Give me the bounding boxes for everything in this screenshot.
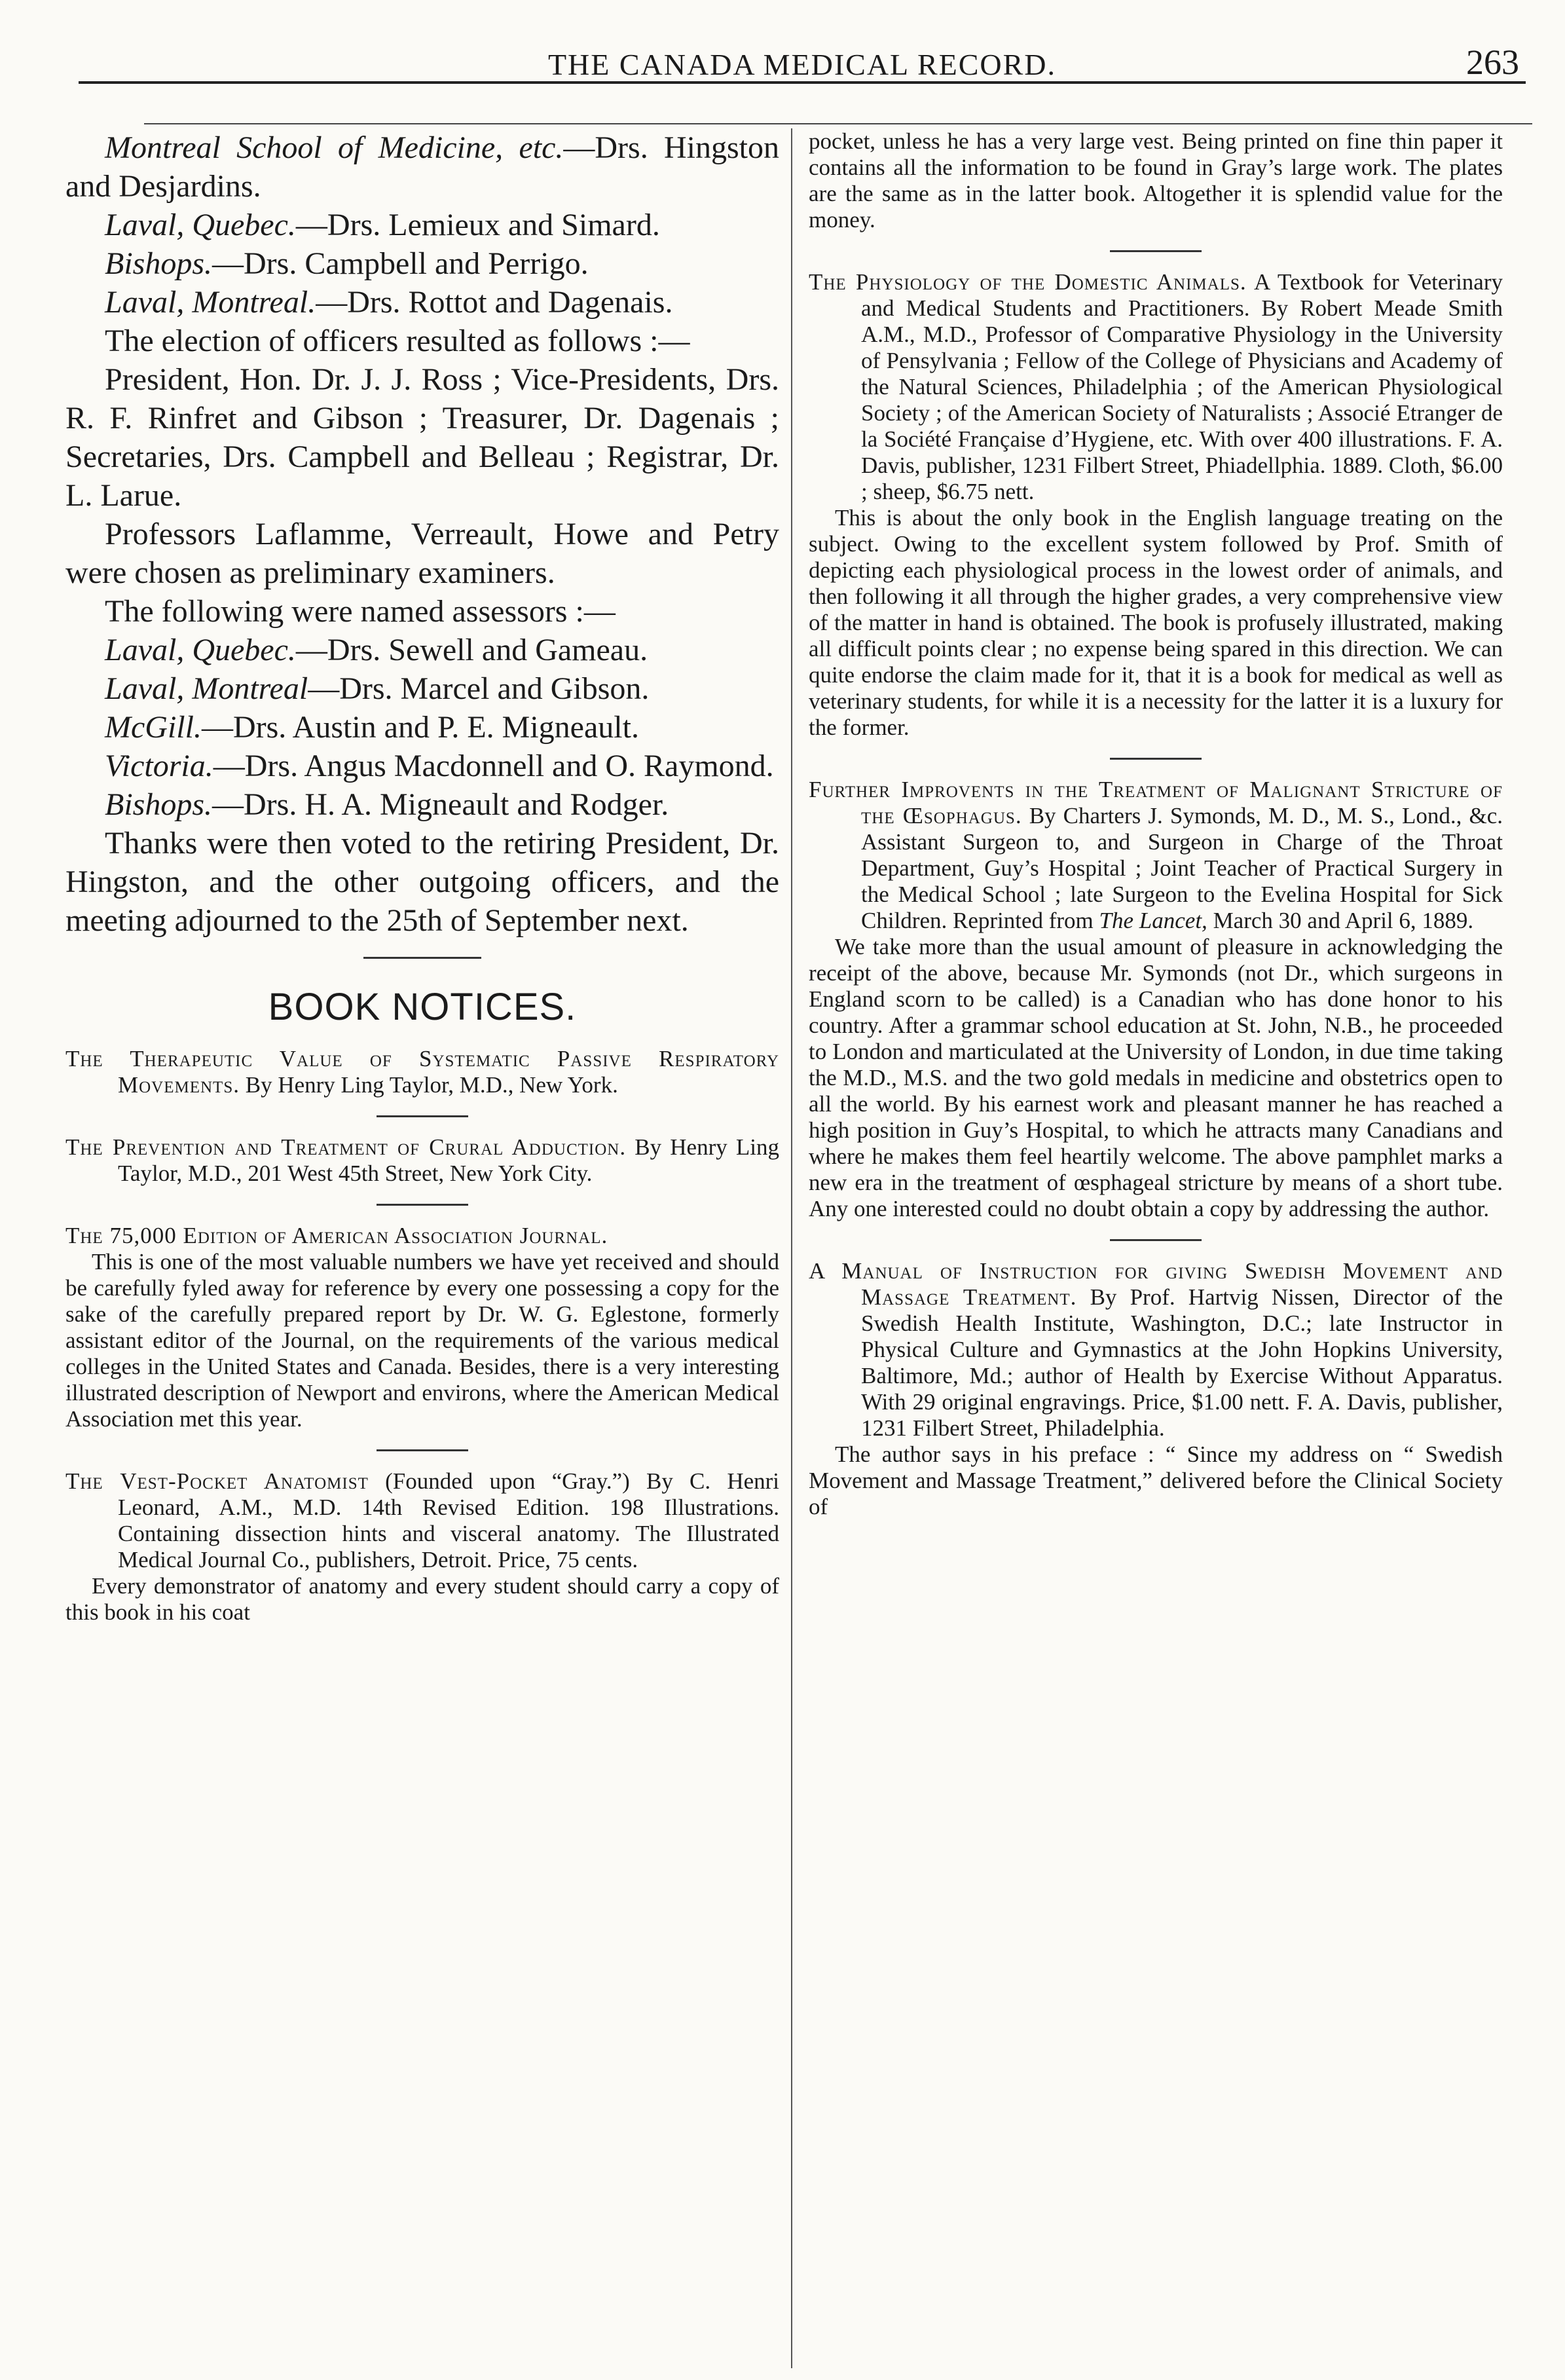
divider <box>1110 1239 1202 1241</box>
divider <box>377 1204 468 1206</box>
officers-list: President, Hon. Dr. J. J. Ross ; Vice-Presidents, Drs. R. F. Rinfret and Gibson ; Treasurer, Dr. Dagenais ; Secretaries, Drs. Campbell and Belleau ; Registrar, Dr. L. Larue. <box>65 362 779 513</box>
divider <box>377 1115 468 1117</box>
book-notice <box>65 1134 779 1187</box>
journal-title: THE CANADA MEDICAL RECORD. <box>547 48 1057 81</box>
notice-reference: Further Improvents in the Treatment of Malignant Stricture of the Œsophagus. By Charters J. Symonds, M. D., M. S., Lond., &c. Assistant Surgeon to, and Surgeon in Charge of the Throat Department, Guy’s Hospital ; Joint Teacher of Practical Surgery in the Medical School ; late Surgeon to the Evelina Hospital for Sick Children. Reprinted from The Lancet, March 30 and April 6, 1889. <box>809 777 1503 933</box>
assessor-entry: Bishops.—Drs. H. A. Migneault and Rodger. <box>105 787 669 822</box>
notice-reference: The Physiology of the Domestic Animals. A Textbook for Veterinary and Medical Students and Practitioners. By Robert Meade Smith A.M., M.D., Professor of Comparative Physiology in the University of Pensylvania ; Fellow of the College of Physicians and Academy of the Natural Sciences, Philadelphia ; of the American Physiological Society ; of the American Society of Naturalists ; Associé Etranger de la Société Française d’Hygiene, etc. With over 400 illustrations. F. A. Davis, publisher, 1231 Filbert Street, Phiadellphia. 1889. Cloth, $6.00 ; sheep, $6.75 nett. <box>809 269 1503 504</box>
assessor-entry: Montreal School of Medicine, etc.—Drs. Hingston and Desjardins. <box>65 130 779 204</box>
election-intro: The election of officers resulted as follows :— <box>105 324 690 358</box>
examiners-paragraph: Professors Laflamme, Verreault, Howe and Petry were chosen as preliminary examiners. <box>65 517 779 590</box>
book-notice <box>65 1468 779 1626</box>
notice-body: This is about the only book in the English language treating on the subject. Owing to the excellent system followed by Prof. Smith of depicting each physiological process in the lowest order of animals, and then following it all through the higher grades, a very comprehensive view of the matter in hand is obtained. The book is profusely illustrated, making all difficult points clear ; no expense being spared in this direction. We can quite endorse the claim made for it, that it is a book for medical as well as veterinary students, for while it is a necessity for the latter it is a luxury for the former. <box>809 505 1503 740</box>
assessor-entry: Laval, Quebec.—Drs. Lemieux and Simard. <box>105 208 660 242</box>
assessor-entry: Laval, Montreal.—Drs. Rottot and Dagenais. <box>105 285 673 320</box>
book-notice <box>809 269 1503 741</box>
continued-text: pocket, unless he has a very large vest. Being printed on fine thin paper it contains all the information to be found in Gray’s large work. The plates are the same as in the latter book. Altogether it is splendid value for the money. <box>809 128 1503 232</box>
book-notice <box>809 777 1503 1222</box>
notice-body: We take more than the usual amount of pleasure in acknowledging the receipt of the above, because Mr. Symonds (not Dr., which surgeons in England scorn to be called) is a Canadian who has done honor to his country. After a grammar school education at St. John, N.B., he proceeded to London and marticulated at the University of London, in due time taking the M.D., M.S. and the two gold medals in medicine and obstetrics open to all the world. By his earnest work and pleasant manner he has reached a high position in Guy’s Hospital, to which he attracts many Canadians and where he makes them feel heartily welcome. The above pamphlet marks a new era in the treatment of œsphageal stricture by means of a short tube. Any one interested could no doubt obtain a copy by addressing the author. <box>809 934 1503 1221</box>
notice-body: Every demonstrator of anatomy and every student should carry a copy of this book in his coat <box>65 1573 779 1625</box>
page-number: 263 <box>1466 43 1519 82</box>
divider <box>1110 758 1202 760</box>
divider <box>1110 250 1202 252</box>
book-notice <box>809 1258 1503 1520</box>
notice-body: The author says in his preface : “ Since my address on “ Swedish Movement and Massage Treatment,” delivered before the Clinical Society of <box>809 1441 1503 1519</box>
divider <box>377 1449 468 1451</box>
notice-reference: The Vest-Pocket Anatomist (Founded upon “Gray.”) By C. Henri Leonard, A.M., M.D. 14th Revised Edition. 198 Illustrations. Containing dissection hints and visceral anatomy. The Illustrated Medical Journal Co., publishers, Detroit. Price, 75 cents. <box>65 1468 779 1572</box>
right-column <box>809 128 1503 2375</box>
assessor-entry: Bishops.—Drs. Campbell and Perrigo. <box>105 246 589 281</box>
left-column <box>65 128 779 2375</box>
divider <box>363 957 481 959</box>
notice-reference: The 75,000 Edition of American Association Journal. <box>65 1223 608 1248</box>
running-head <box>79 29 1526 84</box>
assessor-entry: McGill.—Drs. Austin and P. E. Migneault. <box>105 710 639 745</box>
book-notice <box>65 1046 779 1098</box>
assessor-entry: Laval, Quebec.—Drs. Sewell and Gameau. <box>105 633 648 667</box>
header-rule <box>144 123 1532 124</box>
assessors-intro: The following were named assessors :— <box>105 594 616 629</box>
book-notice <box>65 1223 779 1432</box>
notice-reference: The Therapeutic Value of Systematic Passive Respiratory Movements. By Henry Ling Taylor, M.D., New York. <box>65 1046 779 1098</box>
closing-paragraph: Thanks were then voted to the retiring President, Dr. Hingston, and the other outgoing officers, and the meeting adjourned to the 25th of September next. <box>65 826 779 938</box>
notice-reference: The Prevention and Treatment of Crural Adduction. By Henry Ling Taylor, M.D., 201 West 45th Street, New York City. <box>65 1134 779 1186</box>
notice-reference: A Manual of Instruction for giving Swedish Movement and Massage Treatment. By Prof. Hartvig Nissen, Director of the Swedish Health Institute, Washington, D.C.; late Instructor in Physical Culture and Gymnastics at the John Hopkins University, Baltimore, Md.; author of Health by Exercise Without Apparatus. With 29 original engravings. Price, $1.00 nett. F. A. Davis, publisher, 1231 Filbert Street, Philadelphia. <box>809 1258 1503 1441</box>
assessor-entry: Victoria.—Drs. Angus Macdonnell and O. Raymond. <box>105 749 774 783</box>
notice-body: This is one of the most valuable numbers we have yet received and should be carefully fyled away for reference by every one possessing a copy for the sake of the carefully prepared report by Dr. W. G. Eglestone, formerly assistant editor of the Journal, on the requirements of the various medical colleges in the United States and Canada. Besides, there is a very interesting illustrated description of Newport and environs, where the American Medical Association met this year. <box>65 1249 779 1432</box>
column-rule <box>791 128 792 2368</box>
section-heading: BOOK NOTICES. <box>268 986 577 1028</box>
assessor-entry: Laval, Montreal—Drs. Marcel and Gibson. <box>105 671 650 706</box>
